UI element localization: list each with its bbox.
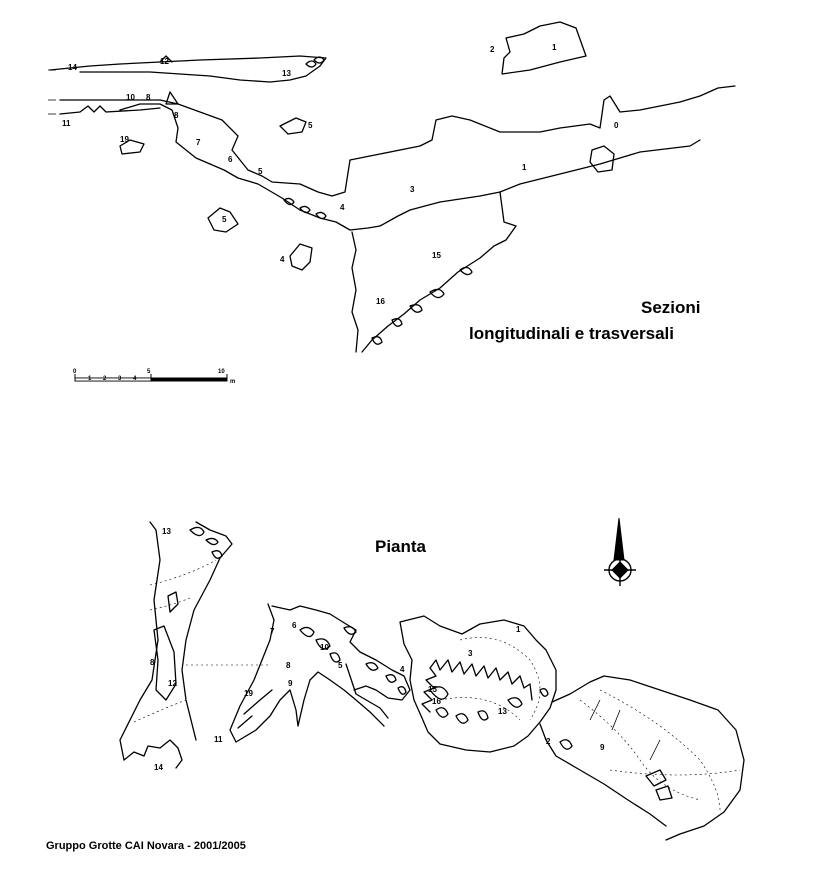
plan-title: Pianta — [375, 537, 427, 556]
section-station-19: 19 — [120, 135, 129, 144]
plan-station-11: 11 — [214, 735, 223, 744]
scale-bar — [73, 369, 235, 385]
credit-text: Gruppo Grotte CAI Novara - 2001/2005 — [46, 840, 246, 852]
plan-station-12: 12 — [168, 679, 177, 688]
plan-station-15: 15 — [428, 685, 437, 694]
plan-station-4: 4 — [400, 665, 405, 674]
plan-station-7: 7 — [270, 627, 275, 636]
section-station-labels — [62, 43, 619, 306]
north-arrow-icon — [604, 518, 636, 586]
plan-station-9: 9 — [288, 679, 293, 688]
scale-tick-4: 4 — [133, 376, 137, 382]
plan-station-3: 3 — [468, 649, 473, 658]
plan-station-5: 5 — [338, 661, 343, 670]
scale-tick-0: 0 — [73, 369, 77, 375]
section-station-12: 12 — [160, 57, 169, 66]
section-station-6: 6 — [228, 155, 233, 164]
plan-station-14: 14 — [154, 763, 163, 772]
scale-tick-2: 2 — [103, 376, 107, 382]
scale-unit: m — [230, 379, 236, 385]
plan-station-9b: 9 — [600, 743, 605, 752]
scale-tick-3: 3 — [118, 376, 122, 382]
plan-station-19: 19 — [244, 689, 253, 698]
section-station-13: 13 — [282, 69, 291, 78]
longitudinal-section — [48, 22, 735, 352]
plan-view — [120, 522, 744, 840]
scale-tick-1: 1 — [88, 376, 92, 382]
plan-station-10: 10 — [320, 643, 329, 652]
section-station-0: 0 — [614, 121, 619, 130]
scale-tick-5: 5 — [147, 369, 151, 375]
section-station-15: 15 — [432, 251, 441, 260]
section-station-11: 11 — [62, 119, 71, 128]
section-station-1a: 1 — [522, 163, 527, 172]
section-station-4b: 4 — [280, 255, 285, 264]
section-station-4a: 4 — [340, 203, 345, 212]
plan-station-1: 1 — [516, 625, 521, 634]
sections-title-line2: longitudinali e trasversali — [469, 324, 675, 343]
section-station-5c: 5 — [222, 215, 227, 224]
section-station-10: 10 — [126, 93, 135, 102]
plan-station-labels — [150, 527, 605, 772]
section-station-1b: 1 — [552, 43, 557, 52]
sections-title-line1: Sezioni — [641, 298, 701, 317]
section-station-8a: 8 — [146, 93, 151, 102]
section-station-2: 2 — [490, 45, 495, 54]
section-station-3: 3 — [410, 185, 415, 194]
plan-station-8b: 8 — [286, 661, 291, 670]
scale-tick-10: 10 — [218, 369, 225, 375]
section-station-16: 16 — [376, 297, 385, 306]
plan-station-2: 2 — [546, 737, 551, 746]
section-station-5a: 5 — [258, 167, 263, 176]
section-station-14: 14 — [68, 63, 77, 72]
plan-station-8a: 8 — [150, 658, 155, 667]
plan-station-13b: 13 — [498, 707, 507, 716]
plan-station-16: 16 — [432, 697, 441, 706]
plan-station-13a: 13 — [162, 527, 171, 536]
section-station-8b: 8 — [174, 111, 179, 120]
section-station-5b: 5 — [308, 121, 313, 130]
plan-station-6: 6 — [292, 621, 297, 630]
section-station-7: 7 — [196, 138, 201, 147]
